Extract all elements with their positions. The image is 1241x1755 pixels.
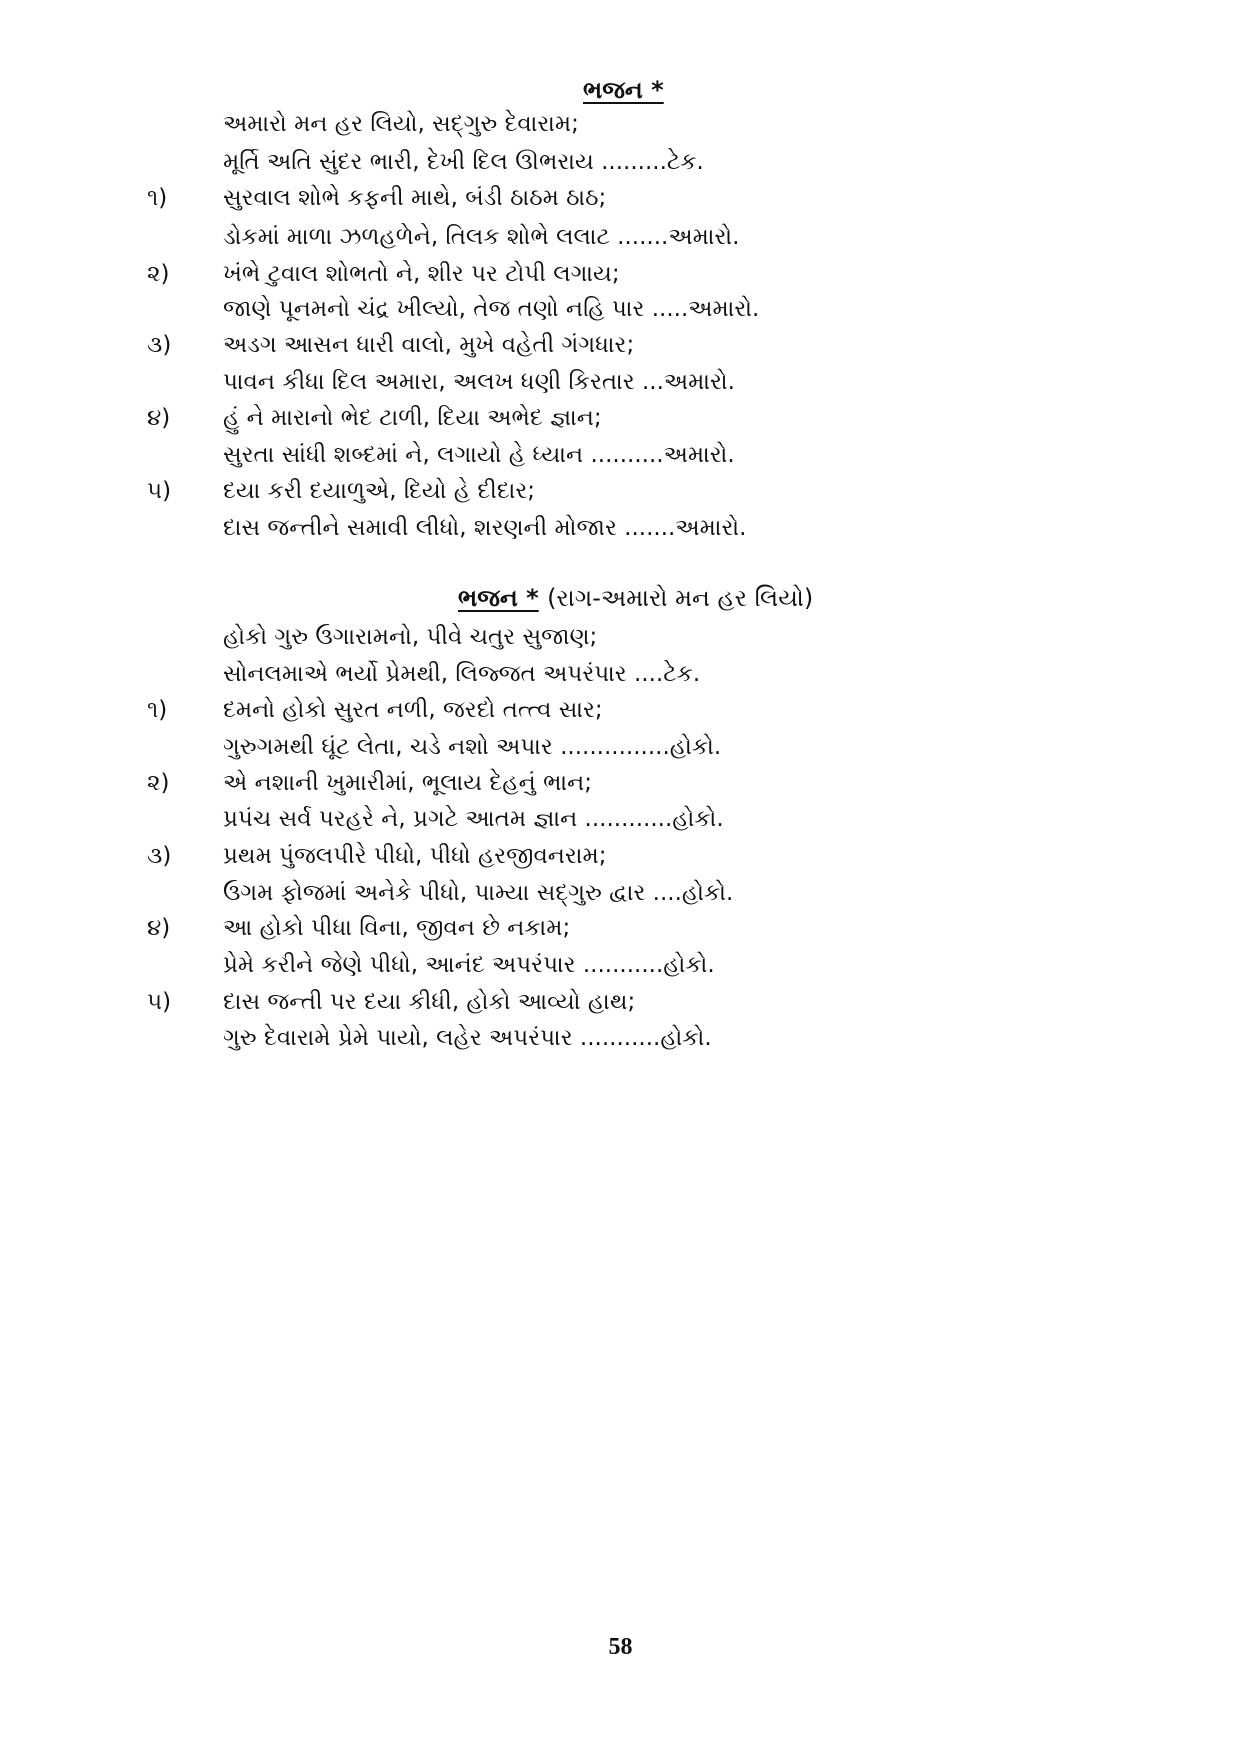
stanza-number: ૨) [147, 770, 170, 796]
stanza-number: ૧) [147, 697, 168, 723]
bhajan-2-title: ભજન * (રાગ-અમારો મન હર લિયો) [458, 584, 814, 612]
stanza-line: દાસ જન્તી પર દયા કીધી, હોકો આવ્યો હાથ; [223, 989, 636, 1015]
stanza-line: સુરવાલ શોભે કફની માથે, બંડી ઠાઠમ ઠાઠ; [223, 185, 607, 211]
stanza-number: ૨) [147, 261, 170, 287]
stanza-line: પ્રથમ પુંજલપીરે પીધો, પીધો હરજીવનરામ; [223, 843, 607, 869]
stanza-number: ૩) [147, 332, 172, 358]
stanza-line: ખંભે ટુવાલ શોભતો ને, શીર પર ટોપી લગાય; [223, 261, 620, 287]
stanza-line: દયા કરી દયાળુએ, દિયો હે દીદાર; [223, 478, 535, 504]
stanza-line: જાણે પૂનમનો ચંદ્ર ખીલ્યો, તેજ તણો નહિ પાર .....અમારો. [223, 296, 760, 322]
stanza-number: ૪) [147, 915, 171, 941]
stanza-line: ગુરુગમથી ઘૂંટ લેતા, ચડે નશો અપાર ...............હોકો. [223, 734, 722, 760]
stanza-line: સુરતા સાંધી શબ્દમાં ને, લગાયો હે ધ્યાન ..........અમારો. [223, 442, 735, 468]
bhajan-2-intro-line-2: સોનલમાએ ભર્યો પ્રેમથી, લિજ્જત અપરંપાર ....ટેક. [223, 661, 701, 687]
stanza-line: પ્રપંચ સર્વ પરહરે ને, પ્રગટે આતમ જ્ઞાન ............હોકો. [223, 806, 724, 832]
page-number: 58 [608, 1634, 633, 1660]
bhajan-2-intro-line-1: હોકો ગુરુ ઉગારામનો, પીવે ચતુર સુજાણ; [223, 624, 598, 650]
stanza-number: ૪) [147, 405, 171, 431]
stanza-line: અડગ આસન ધારી વાલો, મુખે વહેતી ગંગધાર; [223, 332, 635, 358]
stanza-line: દાસ જન્તીને સમાવી લીધો, શરણની મોજાર .......અમારો. [223, 515, 747, 541]
bhajan-1-title: ભજન * [583, 76, 664, 104]
stanza-number: ૧) [147, 185, 168, 211]
stanza-line: આ હોકો પીધા વિના, જીવન છે નકામ; [223, 915, 571, 941]
stanza-number: ૩) [147, 843, 172, 869]
stanza-line: પાવન કીધા દિલ અમારા, અલખ ધણી કિરતાર ...અમારો. [223, 369, 735, 395]
stanza-line: હું ને મારાનો ભેદ ટાળી, દિયા અભેદ જ્ઞાન; [223, 405, 602, 431]
stanza-line: દમનો હોકો સુરત નળી, જરદો તત્ત્વ સાર; [223, 697, 603, 723]
stanza-line: એ નશાની ખુમારીમાં, ભૂલાય દેહનું ભાન; [223, 770, 592, 796]
stanza-line: ગુરુ દેવારામે પ્રેમે પાયો, લહેર અપરંપાર ...........હોકો. [223, 1025, 712, 1051]
stanza-number: ૫) [147, 989, 172, 1015]
bhajan-1-intro-line-1: અમારો મન હર લિયો, સદ્‌ગુરુ દેવારામ; [223, 111, 579, 137]
stanza-line: ડોકમાં માળા ઝળહળેને, તિલક શોભે લલાટ .......અમારો. [223, 224, 740, 250]
stanza-line: ઉગમ ફોજમાં અનેકે પીધો, પામ્યા સદ્‌ગુરુ દ્વાર ....હોકો. [223, 880, 734, 906]
bhajan-1-intro-line-2: મૂર્તિ અતિ સુંદર ભારી, દેખી દિલ ઊભરાય .........ટેક. [223, 149, 704, 175]
stanza-line: પ્રેમે કરીને જેણે પીધો, આનંદ અપરંપાર ...........હોકો. [223, 952, 715, 978]
raag-note: (રાગ-અમારો મન હર લિયો) [547, 584, 814, 612]
stanza-number: ૫) [147, 478, 172, 504]
